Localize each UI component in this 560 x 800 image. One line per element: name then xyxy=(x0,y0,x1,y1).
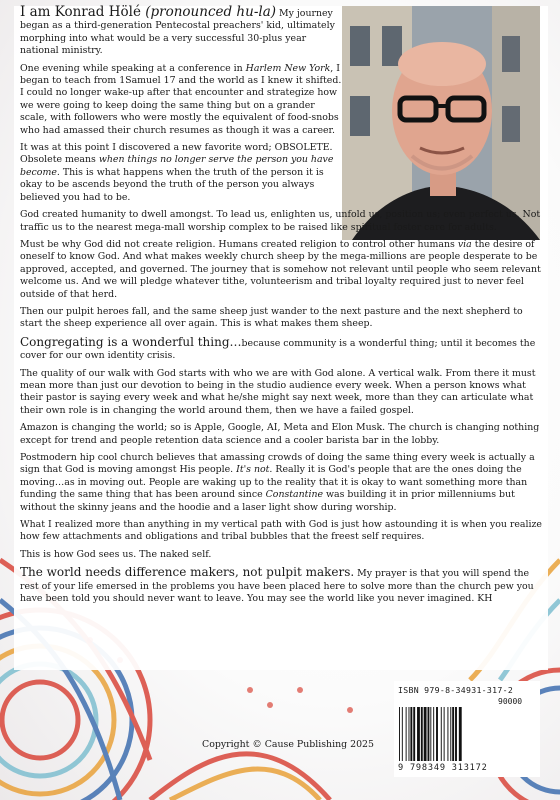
pattern-dot xyxy=(347,707,353,713)
barcode-bar xyxy=(459,707,462,761)
barcode-bar xyxy=(447,707,448,761)
barcode-bar xyxy=(450,707,451,761)
barcode-bar xyxy=(406,707,407,761)
paragraph-walk: The quality of our walk with God starts with who we are with God alone. A vertical walk. From there it must mean more than just our devotion to being in the studio audience every week. When a person knows what their pastor is saying every week and what he/she might say next week, more than they can articulate what their own role is in changing the world around them, then we have a failed gospel. xyxy=(20,367,536,416)
isbn-barcode xyxy=(394,681,540,777)
barcode-bar xyxy=(421,707,423,761)
paragraph-italic: Constantine xyxy=(265,489,324,501)
pattern-wave-bottom xyxy=(150,754,330,800)
paragraph-italic: It's not. xyxy=(236,464,273,476)
barcode-bar xyxy=(413,707,415,761)
pattern-ring-red-inner xyxy=(2,682,78,758)
paragraph-humanity: God created humanity to dwell amongst. To lead us, enlighten us, unfold us, position us; even perfect us. Not traffic us to the nearest mega-mall worship complex to be raised like spiritual foster care for adults. xyxy=(20,209,541,233)
paragraph-text: was building it in prior millenniums but without the skinny jeans and the hoodie and a laser light show during worship. xyxy=(20,489,515,513)
barcode-bar xyxy=(409,707,410,761)
paragraph-congregating xyxy=(20,336,542,363)
paragraph-text: It was at this point I discovered a new favorite word; OBSOLETE. Obsolete means xyxy=(20,142,333,166)
paragraph-text: the desire of oneself to know God. And what makes weekly church sheep by the mega-millions are people desperate to be approved, accepted, and governed. The journey that is somehow not relevant until people who seem relevant welcome us. And we will pledge whatever tithe, volunteerism and tribal loyalty required just to never feel outside of that herd. xyxy=(20,238,541,300)
pattern-dot xyxy=(247,687,253,693)
isbn-label: ISBN 979-8-34931-317-2 xyxy=(398,685,514,695)
paragraph-heroes: Then our pulpit heroes fall, and the same sheep just wander to the next pasture and the next shepherd to start the sheep experience all over again. This is what makes them sheep. xyxy=(20,305,523,330)
pattern-dot xyxy=(297,687,303,693)
barcode-bar xyxy=(399,707,400,761)
paragraph-obsolete xyxy=(20,142,342,204)
barcode-bar xyxy=(441,707,442,761)
paragraph-text: Postmodern hip cool church believes that amassing crowds of doing the same thing every week is actually a sign that God is moving amongst His people. xyxy=(20,452,535,476)
paragraph-large-lead: Congregating is a wonderful thing… xyxy=(20,334,242,349)
barcode-bar xyxy=(424,707,427,761)
barcode-bar xyxy=(444,707,445,761)
paragraph-italic: when things no longer serve the person you have become. xyxy=(20,154,334,178)
paragraph-text: because community is a wonderful thing; until it becomes the cover for our own identity crisis. xyxy=(20,337,536,362)
barcode-bar xyxy=(433,707,434,761)
paragraph-text: This is what happens when the truth of the person it is okay to be ascends beyond the truth of the person you always believed you had to be. xyxy=(20,166,324,203)
barcode-bar xyxy=(452,707,454,761)
barcode-bar xyxy=(436,707,438,761)
paragraph-naked-self: This is how God sees us. The naked self. xyxy=(20,548,212,560)
paragraph-text: One evening while speaking at a conference in xyxy=(20,62,246,74)
paragraph-harlem xyxy=(20,63,342,137)
paragraph-postmodern xyxy=(20,452,542,514)
paragraph-amazon: Amazon is changing the world; so is Apple, Google, AI, Meta and Elon Musk. The church is changing nothing except for trend and people retention data science and a cooler barista bar in the lobby. xyxy=(20,422,540,446)
barcode-bar xyxy=(402,707,403,761)
paragraph-difference-makers xyxy=(20,566,542,605)
paragraph-text: Must be why God did not create religion. Humans created religion to control other humans xyxy=(20,238,458,250)
barcode-bars xyxy=(398,707,536,761)
paragraph-text: My prayer is that you will spend the rest of your life emersed in the problems you have been placed here to solve more than the church pew you have been told you should never want to leave. You may see the world like you never imagined. KH xyxy=(20,568,534,605)
barcode-bar xyxy=(455,707,457,761)
barcode-bar xyxy=(417,707,420,761)
paragraph-realized: What I realized more than anything in my vertical path with God is just how astounding it is when you realize how few attachments and obligations and tribal bubbles that the freest self requires. xyxy=(20,519,542,543)
paragraph-large-lead: The world needs difference makers, not pulpit makers. xyxy=(20,565,355,580)
price-code: 90000 xyxy=(498,697,523,706)
intro-paragraph xyxy=(20,6,342,58)
pattern-dot xyxy=(267,702,273,708)
copyright-notice: Copyright © Cause Publishing 2025 xyxy=(202,739,374,750)
paragraph-religion xyxy=(20,239,542,301)
intro-text: My journey began as a third-generation Pentecostal preachers' kid, ultimately morphing into what would be a very successful 30-plus year national ministry. xyxy=(20,8,335,57)
paragraph-italic: via xyxy=(457,238,472,250)
barcode-bar xyxy=(428,707,430,761)
barcode-bar xyxy=(430,707,431,761)
paragraph-text: Really it is God's people that are the ones doing the moving…as in moving out. People are waking up to the reality that it is okay to want something more than funding the same thing that has been around since xyxy=(20,464,528,501)
barcode-number: 9 798349 313172 xyxy=(398,763,488,773)
author-intro-name: I am Konrad Hölé xyxy=(20,4,146,20)
barcode-bar xyxy=(410,707,412,761)
paragraph-italic: Harlem New York xyxy=(245,62,331,74)
paragraph-text: , I began to teach from 1Samuel 17 and the world as I knew it shifted. I could no longer wake-up after that encounter and strategize how we were going to keep doing the same thing but on a grander scale, with followers who were mostly the equivalent of food-snobs who had amassed their church resumes as though it was a career. xyxy=(20,62,342,136)
pronunciation: (pronounced hu-la) xyxy=(145,4,277,20)
back-cover-text xyxy=(20,6,542,610)
